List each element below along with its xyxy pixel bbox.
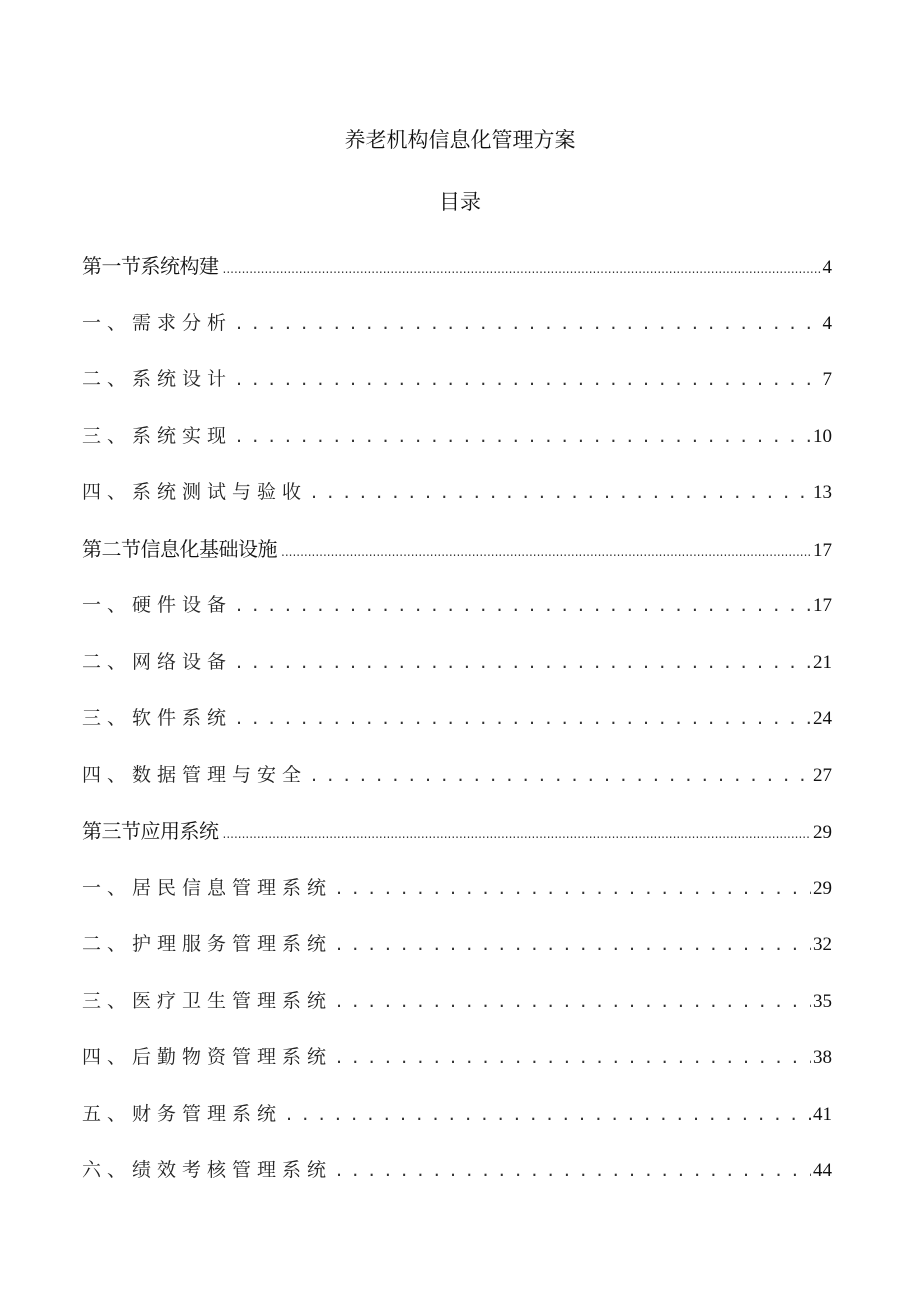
dot-leader	[236, 690, 811, 747]
dot-leader	[236, 351, 820, 408]
toc-page-number: 41	[813, 1103, 832, 1125]
toc-entry-label: 一、需求分析	[82, 311, 233, 334]
toc-page-number: 29	[813, 877, 832, 899]
dot-leader	[336, 1029, 811, 1086]
toc-entry-label: 三、系统实现	[82, 424, 233, 447]
toc-entry-label: 第二节信息化基础设施	[82, 536, 277, 561]
dot-leader	[336, 860, 811, 917]
toc-entry-label: 一、硬件设备	[82, 594, 233, 616]
toc-item-entry[interactable]	[82, 1086, 832, 1143]
toc-entry-label: 二、护理服务管理系统	[82, 933, 333, 955]
toc-item-entry[interactable]	[82, 860, 832, 917]
dot-leader	[223, 238, 821, 298]
toc-item-entry[interactable]	[82, 690, 832, 747]
toc-page-number: 35	[813, 990, 832, 1012]
dot-leader	[336, 973, 811, 1030]
toc-entry-label: 五、财务管理系统	[82, 1102, 283, 1125]
dot-leader	[311, 464, 811, 521]
toc-item-entry[interactable]	[82, 351, 832, 408]
toc-item-entry[interactable]	[82, 295, 832, 352]
dot-leader	[336, 1142, 811, 1199]
toc-entry-label: 第三节应用系统	[82, 819, 219, 843]
toc-entry-label: 四、系统测试与验收	[82, 481, 308, 503]
dot-leader	[223, 803, 812, 863]
dot-leader	[236, 408, 811, 465]
toc-item-entry[interactable]	[82, 747, 832, 804]
toc-page-number: 21	[813, 651, 832, 673]
dot-leader	[336, 916, 811, 973]
toc-section-entry[interactable]	[82, 521, 832, 578]
toc-item-entry[interactable]	[82, 464, 832, 521]
toc-entry-label: 第一节系统构建	[82, 254, 219, 278]
toc-entry-label: 二、网络设备	[82, 650, 233, 673]
toc-page-number: 32	[813, 934, 832, 955]
toc-page-number: 44	[813, 1160, 832, 1181]
toc-item-entry[interactable]	[82, 634, 832, 691]
document-title: 养老机构信息化管理方案	[344, 128, 576, 152]
toc-item-entry[interactable]	[82, 973, 832, 1030]
toc-page-number: 27	[813, 764, 832, 786]
toc-page-number: 4	[822, 312, 832, 334]
toc-item-entry[interactable]	[82, 916, 832, 973]
toc-item-entry[interactable]	[82, 1029, 832, 1086]
toc-page-number: 13	[813, 482, 832, 503]
toc-entry-label: 一、居民信息管理系统	[82, 876, 333, 899]
dot-leader	[236, 634, 811, 691]
toc-item-entry[interactable]	[82, 1142, 832, 1199]
toc-page-number: 7	[822, 369, 832, 390]
toc-item-entry[interactable]	[82, 408, 832, 465]
toc-entry-label: 三、医疗卫生管理系统	[82, 989, 333, 1012]
toc-entry-label: 二、系统设计	[82, 368, 233, 390]
toc-page-number: 10	[813, 425, 832, 447]
toc-page-number: 17	[813, 539, 832, 561]
toc-page-number: 4	[822, 257, 832, 278]
toc-section-entry[interactable]	[82, 803, 832, 860]
toc-entry-label: 六、绩效考核管理系统	[82, 1159, 333, 1181]
table-of-contents	[82, 238, 832, 1199]
toc-entry-label: 四、后勤物资管理系统	[82, 1046, 333, 1068]
toc-page-number: 17	[813, 595, 832, 616]
toc-entry-label: 四、数据管理与安全	[82, 763, 308, 786]
dot-leader	[236, 295, 820, 352]
dot-leader	[286, 1086, 811, 1143]
dot-leader	[281, 521, 811, 581]
dot-leader	[236, 577, 811, 634]
toc-section-entry[interactable]	[82, 238, 832, 295]
toc-page-number: 29	[813, 822, 832, 843]
toc-item-entry[interactable]	[82, 577, 832, 634]
dot-leader	[311, 747, 811, 804]
toc-page-number: 38	[813, 1047, 832, 1068]
toc-page-number: 24	[813, 708, 832, 729]
toc-entry-label: 三、软件系统	[82, 707, 233, 729]
toc-heading: 目录	[439, 190, 481, 214]
